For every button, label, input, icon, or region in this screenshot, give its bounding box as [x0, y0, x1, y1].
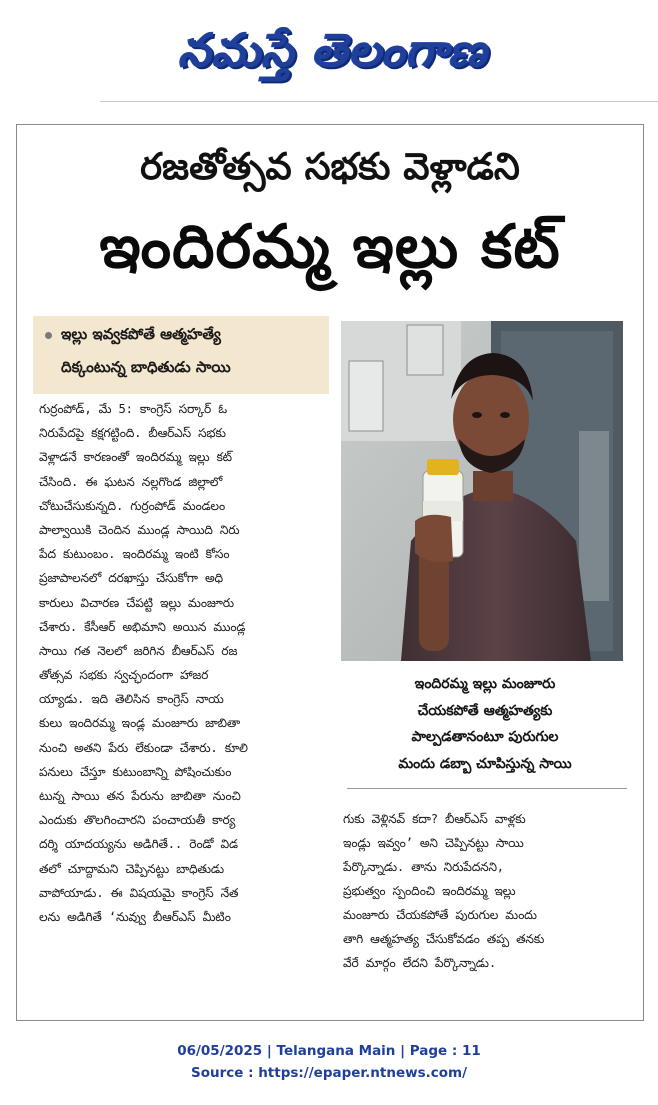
body-line: ఇండ్లు ఇవ్వం’ అని చెప్పినట్టు సాయి: [343, 836, 524, 850]
newspaper-logo: నమస్తే తెలంగాణ: [178, 23, 488, 77]
article-body-right: [343, 807, 633, 975]
news-clipping: [16, 124, 644, 1021]
body-line: ఎందుకు తొలగించారని పంచాయతీ కార్య: [39, 813, 236, 828]
body-line: య్యాడు. ఇది తెలిసిన కాంగ్రెస్ నాయ: [39, 692, 224, 707]
body-line: నిరుపేదపై కక్షగట్టింది. బీఆర్ఎస్ సభకు: [39, 426, 226, 441]
masthead: [0, 0, 658, 100]
body-line: లను అడిగితే ‘నువ్వు బీఆర్ఎస్ మీటిం: [39, 909, 231, 924]
body-line: వేరే మార్గం లేదని పేర్కొన్నాడు.: [343, 956, 496, 970]
article-photo: [341, 321, 623, 661]
article-kicker: రజతోత్సవ సభకు వెళ్లాడని: [140, 145, 520, 188]
caption-line: మందు డబ్బా చూపిస్తున్న సాయి: [398, 755, 572, 772]
body-line: పాల్వాయికి చెందిన ముండ్ల సాయిది నిరు: [39, 522, 240, 537]
body-line: పనులు చేస్తూ కుటుంబాన్ని పోషించుకుం: [39, 764, 232, 779]
article-headline: ఇందిరమ్మ ఇల్లు కట్: [99, 212, 561, 282]
photo-caption: [343, 671, 627, 777]
caption-divider: [347, 788, 627, 789]
body-line: గుర్రంపోడ్, మే 5: కాంగ్రెస్ సర్కార్ ఓ: [39, 402, 227, 416]
body-line: పేద కుటుంబం. ఇందిరమ్మ ఇంటి కోసం: [39, 547, 230, 562]
body-line: తోత్సవ సభకు స్వచ్ఛందంగా హాజర: [39, 668, 209, 683]
masthead-divider: [100, 101, 658, 102]
body-line: దర్శి యాదయ్యను అడిగితే.. రెండో విడ: [39, 837, 238, 852]
body-line: మంజూరు చేయకపోతే పురుగుల మందు: [343, 908, 537, 922]
body-line: తలో చూద్దామని చెప్పినట్టు బాధితుడు: [39, 861, 224, 876]
article-body-left: [39, 397, 333, 929]
body-line: గుకు వెళ్లినవ్ కదా? బీఆర్ఎస్ వాళ్లకు: [343, 812, 526, 826]
body-line: ప్రజాపాలనలో దరఖాస్తు చేసుకోగా అధి: [39, 571, 223, 586]
source-footer: [0, 1040, 658, 1084]
body-line: సాయి గత నెలలో జరిగిన బీఆర్ఎస్ రజ: [39, 643, 238, 658]
body-line: వెళ్లాడనే కారణంతో ఇందిరమ్మ ఇల్లు కట్: [39, 450, 232, 465]
bullet-icon: [45, 332, 52, 339]
subheading-line: దిక్కంటున్న బాధితుడు సాయి: [61, 358, 231, 376]
footer-date-line: 06/05/2025 | Telangana Main | Page : 11: [177, 1043, 481, 1059]
man-holding-pesticide-bottle-photo: [341, 321, 623, 661]
body-line: కులు ఇందిరమ్మ ఇండ్ల మంజూరు జాబితా: [39, 716, 240, 731]
caption-line: పాల్పడతానంటూ పురుగుల: [411, 729, 559, 745]
caption-line: చేయకపోతే ఆత్మహత్యకు: [417, 702, 553, 719]
body-line: తాగి ఆత్మహత్య చేసుకోవడం తప్ప తనకు: [343, 932, 545, 946]
body-line: టున్న సాయి తన పేరును జాబితా నుంచి: [39, 789, 241, 803]
footer-source-line: Source : https://epaper.ntnews.com/: [190, 1065, 468, 1081]
body-line: పేర్కొన్నాడు. తాను నిరుపేదనని,: [343, 860, 504, 874]
body-line: నుంచి అతని పేరు లేకుండా చేశారు. కూలి: [39, 740, 248, 755]
body-line: ప్రభుత్వం స్పందించి ఇందిరమ్మ ఇల్లు: [343, 884, 516, 898]
body-line: వాపోయాడు. ఈ విషయమై కాంగ్రెస్ నేత: [39, 885, 239, 900]
body-line: చోటుచేసుకున్నది. గుర్రంపోడ్ మండలం: [39, 498, 226, 513]
subheading-box: [33, 316, 329, 394]
body-line: కారులు విచారణ చేపట్టి ఇల్లు మంజూరు: [39, 595, 234, 610]
subheading-line: ఇల్లు ఇవ్వకపోతే ఆత్మహత్యే: [61, 325, 221, 343]
body-line: చేసింది. ఈ ఘటన నల్లగొండ జిల్లాలో: [39, 474, 223, 489]
body-line: చేశారు. కేసీఆర్ అభిమాని అయిన ముండ్ల: [39, 619, 246, 634]
caption-line: ఇందిరమ్మ ఇల్లు మంజూరు: [414, 676, 556, 692]
